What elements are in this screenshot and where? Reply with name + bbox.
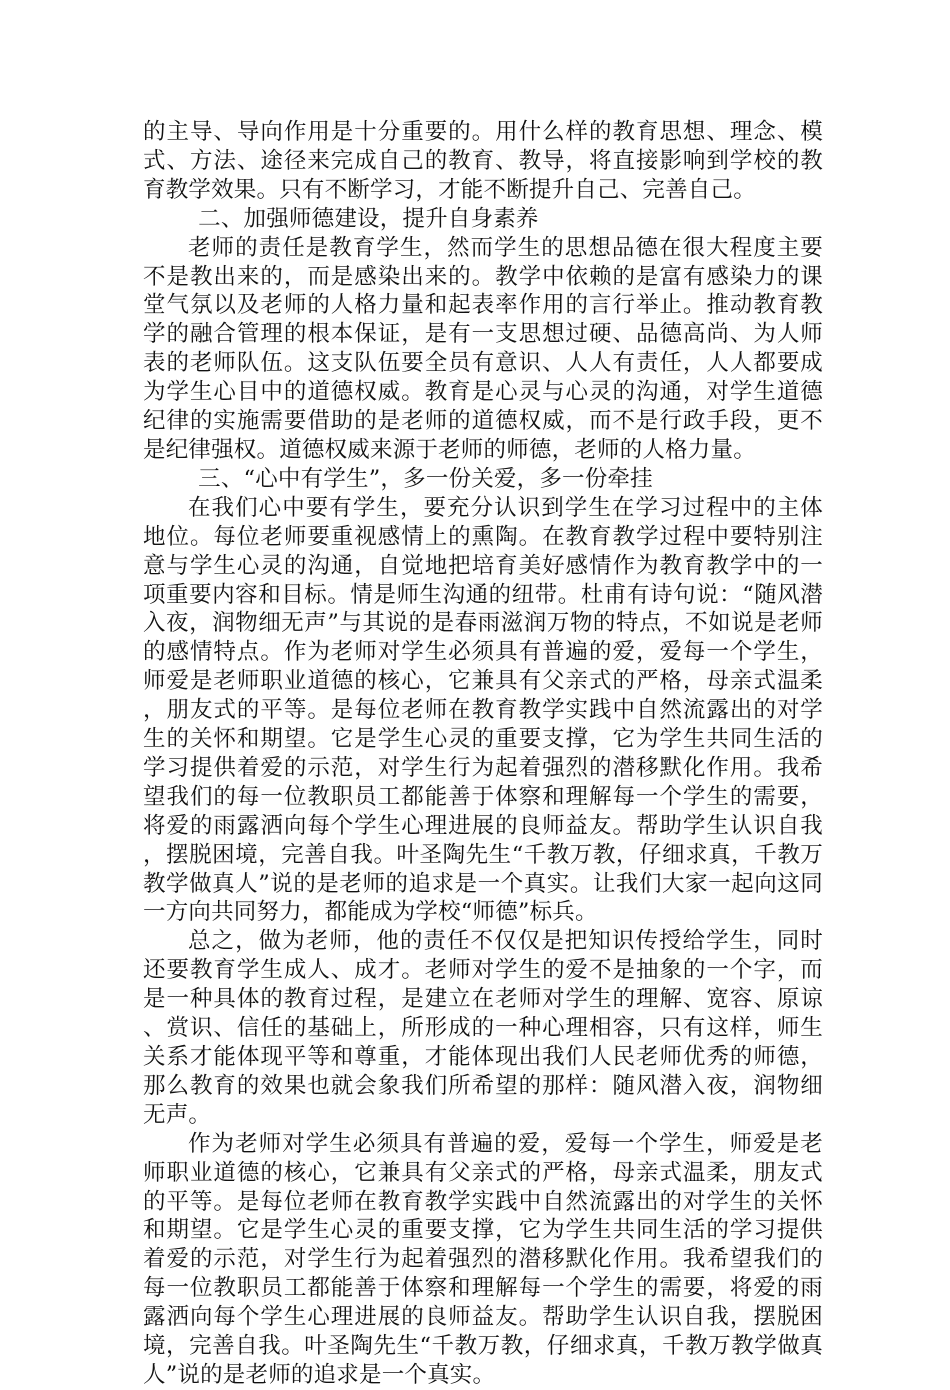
paragraph-students-in-mind: 在我们心中要有学生，要充分认识到学生在学习过程中的主体地位。每位老师要重视感情上的熏陶。在教育教学过程中要特别注意与学生心灵的沟通，自觉地把培育美好感情作为教育教学中的一项重要内容和目标。情是师生沟通的纽带。杜甫有诗句说：“随风潜入夜，润物细无声”与其说的是春雨滋润万物的特点，不如说是老师的感情特点。作为老师对学生必须具有普遍的爱，爱每一个学生，师爱是老师职业道德的核心，它兼具有父亲式的严格，母亲式温柔，朋友式的平等。是每位老师在教育教学实践中自然流露出的对学生的关怀和期望。它是学生心灵的重要支撑，它为学生共同生活的学习提供着爱的示范，对学生行为起着强烈的潜移默化作用。我希望我们的每一位教职员工都能善于体察和理解每一个学生的需要，将爱的雨露洒向每个学生心理进展的良师益友。帮助学生认识自我，摆脱困境，完善自我。叶圣陶先生“千教万教，仔细求真，千教万教学做真人”说的是老师的追求是一个真实。让我们大家一起向这同一方向共同努力，都能成为学校“师德”标兵。 (143, 494, 823, 926)
paragraph-teacher-responsibility: 老师的责任是教育学生，然而学生的思想品德在很大程度主要不是教出来的，而是感染出来的。教学中依赖的是富有感染力的课堂气氛以及老师的人格力量和起表率作用的言行举止。推动教育教学的融合管理的根本保证，是有一支思想过硬、品德高尚、为人师表的老师队伍。这支队伍要全员有意识、人人有责任，人人都要成为学生心目中的道德权威。教育是心灵与心灵的沟通，对学生道德纪律的实施需要借助的是老师的道德权威，而不是行政手段，更不是纪律强权。道德权威来源于老师的师德，老师的人格力量。 (143, 234, 823, 463)
section-heading-3: 三、“心中有学生”，多一份关爱，多一份牵挂 (198, 465, 653, 492)
paragraph-teacher-love: 作为老师对学生必须具有普遍的爱，爱每一个学生，师爱是老师职业道德的核心，它兼具有父亲式的严格，母亲式温柔，朋友式的平等。是每位老师在教育教学实践中自然流露出的对学生的关怀和期望。它是学生心灵的重要支撑，它为学生共同生活的学习提供着爱的示范，对学生行为起着强烈的潜移默化作用。我希望我们的每一位教职员工都能善于体察和理解每一个学生的需要，将爱的雨露洒向每个学生心理进展的良师益友。帮助学生认识自我，摆脱困境，完善自我。叶圣陶先生“千教万教，仔细求真，千教万教学做真人”说的是老师的追求是一个真实。 (143, 1130, 823, 1388)
paragraph-continuation: 的主导、导向作用是十分重要的。用什么样的教育思想、理念、模式、方法、途径来完成自己的教育、教导，将直接影响到学校的教育教学效果。只有不断学习，才能不断提升自己、完善自己。 (143, 119, 823, 203)
document-body (143, 118, 823, 1390)
section-heading-2: 二、加强师德建设，提升自身素养 (198, 205, 539, 232)
paragraph-conclusion: 总之，做为老师，他的责任不仅仅是把知识传授给学生，同时还要教育学生成人、成才。老师对学生的爱不是抽象的一个字，而是一种具体的教育过程，是建立在老师对学生的理解、宽容、原谅、赏识、信任的基础上，所形成的一种心理相容，只有这样，师生关系才能体现平等和尊重，才能体现出我们人民老师优秀的师德，那么教育的效果也就会象我们所希望的那样：随风潜入夜，润物细无声。 (143, 928, 823, 1128)
